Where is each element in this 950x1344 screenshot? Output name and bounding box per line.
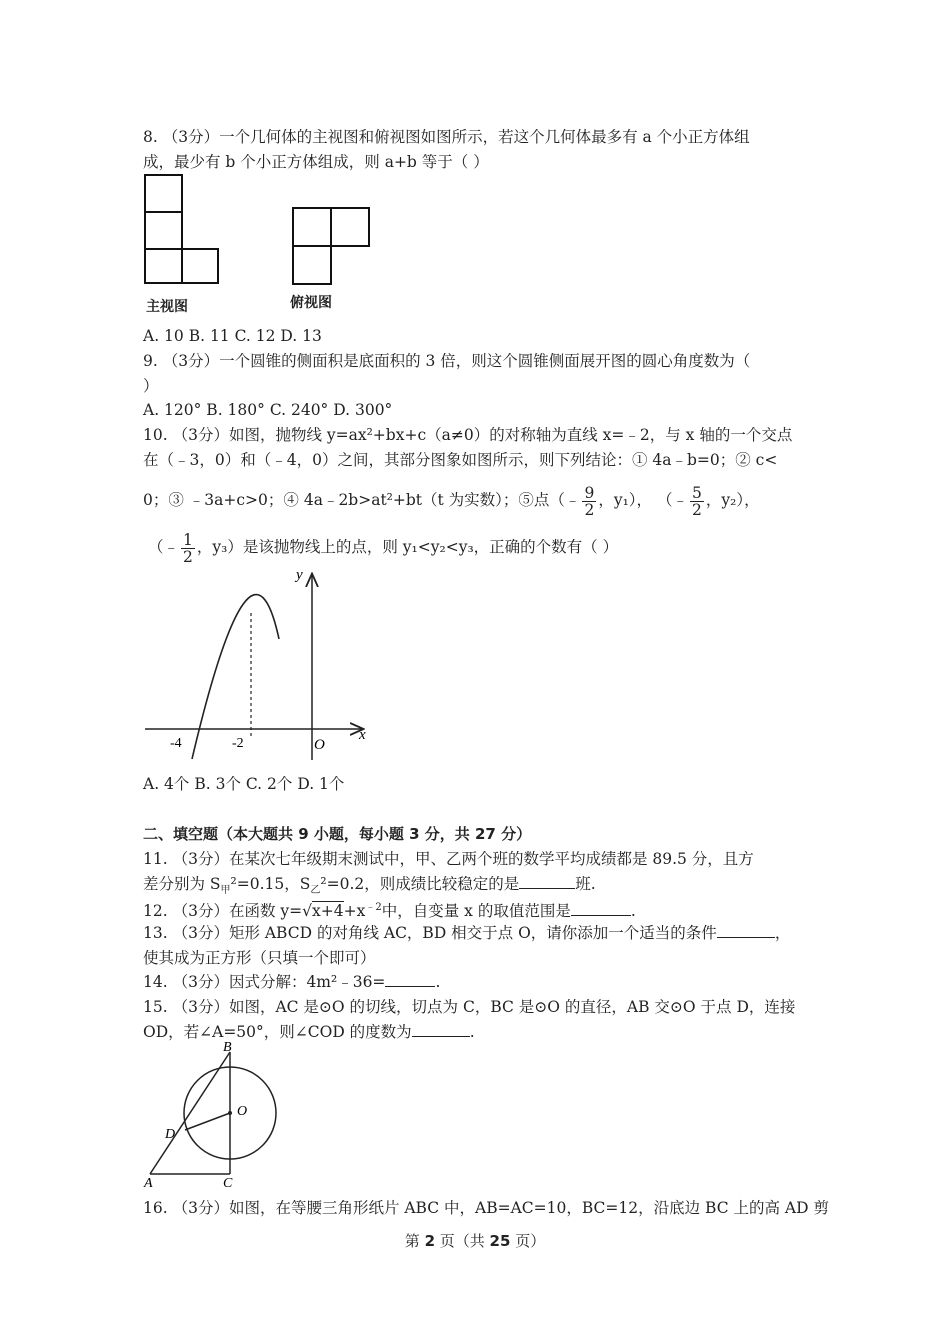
fraction-numerator: 9 [584, 483, 595, 502]
q16-line1: 16. （3分）如图，在等腰三角形纸片 ABC 中，AB=AC=10，BC=12，沿底边 BC 上的高 AD 剪 [143, 1199, 829, 1217]
q10-line3-part-a: 0；③ ﹣3a+c>0；④ 4a﹣2b>at²+bt（t 为实数）；⑤点（﹣ [143, 491, 581, 509]
q15-circle-figure [140, 1040, 290, 1190]
q8-options: A. 10 B. 11 C. 12 D. 13 [143, 327, 322, 345]
sqrt-sign-icon: √ [302, 902, 313, 921]
origin-label: O [314, 737, 325, 753]
q11-text-b: ²=0.15，S [230, 875, 311, 893]
q10-line3-part-c: ，y₂）， [705, 491, 760, 509]
fraction-denominator: 2 [691, 500, 702, 519]
q11-answer-blank[interactable] [519, 874, 575, 889]
q9-line1: 9. （3分）一个圆锥的侧面积是底面积的 3 倍，则这个圆锥侧面展开图的圆心角度数为（ [143, 352, 751, 370]
q13-line2: 使其成为正方形（只填一个即可） [143, 949, 376, 967]
footer-mid: 页（共 [435, 1232, 490, 1250]
label-c: C [223, 1176, 233, 1190]
q8-top-view-figure [288, 204, 374, 288]
q14-text-end: . [435, 973, 441, 991]
q10-line4-part-b: ，y₃）是该抛物线上的点，则 y₁<y₂<y₃，正确的个数有（ ） [196, 538, 619, 556]
q8-line1: 8. （3分）一个几何体的主视图和俯视图如图所示，若这个几何体最多有 a 个小正方体组 [143, 128, 750, 146]
footer-prefix: 第 [404, 1232, 425, 1250]
q15-text: OD，若∠A=50°，则∠COD 的度数为 [143, 1023, 412, 1041]
q8-top-caption: 俯视图 [290, 295, 332, 311]
q11-text-d: 班. [575, 875, 596, 893]
subscript-jia: 甲 [220, 885, 231, 897]
q12-answer-blank[interactable] [571, 901, 631, 916]
tick-label-minus-2: -2 [232, 736, 244, 751]
segment-ab [150, 1052, 230, 1174]
fraction-numerator: 1 [183, 530, 193, 549]
q14-text: 14. （3分）因式分解：4m²﹣36= [143, 973, 386, 991]
segment-od [185, 1113, 230, 1130]
footer-total-pages: 25 [489, 1232, 511, 1250]
q10-line3 [143, 480, 760, 520]
fraction-9-2 [582, 485, 596, 518]
center-point [228, 1111, 232, 1115]
fraction-denominator: 2 [183, 547, 193, 566]
subscript-yi: 乙 [310, 885, 321, 897]
q11-text-a: 差分别为 S [143, 875, 221, 893]
q13-text-end: ， [774, 924, 791, 942]
q12-text-d: . [630, 902, 636, 921]
q14-answer-blank[interactable] [385, 972, 435, 987]
q13-text: 13. （3分）矩形 ABCD 的对角线 AC，BD 相交于点 O，请你添加一个适当的条件 [143, 924, 717, 942]
q10-line2: 在（﹣3，0）和（﹣4，0）之间，其部分图象如图所示，则下列结论：① 4a﹣b=0；② c< [143, 451, 778, 469]
q10-line1: 10. （3分）如图，抛物线 y=ax²+bx+c（a≠0）的对称轴为直线 x=﹣2，与 x 轴的一个交点 [143, 426, 793, 444]
page-footer [0, 1230, 950, 1251]
q11-text-c: ²=0.2，则成绩比较稳定的是 [320, 875, 520, 893]
q9-options: A. 120° B. 180° C. 240° D. 300° [143, 401, 393, 419]
q13-answer-blank[interactable] [717, 923, 775, 938]
q11-line1: 11. （3分）在某次七年级期末测试中，甲、乙两个班的数学平均成绩都是 89.5 分，且方 [143, 850, 754, 868]
label-b: B [223, 1040, 232, 1055]
q12-radicand: x+4 [312, 902, 344, 921]
y-axis-label: y [296, 567, 303, 583]
q10-line3-part-b: ，y₁）， （﹣ [598, 491, 688, 509]
label-d: D [165, 1127, 176, 1142]
q10-parabola-graph [140, 565, 380, 765]
q10-line4-part-a: （﹣ [148, 538, 180, 556]
q8-front-caption: 主视图 [146, 299, 188, 315]
q14-line [143, 972, 440, 992]
label-a: A [144, 1176, 153, 1190]
x-axis-label: x [359, 727, 366, 743]
q9-line2: ） [143, 377, 159, 395]
q8-front-view-figure [140, 172, 225, 287]
fraction-numerator: 5 [691, 483, 702, 502]
q15-line1: 15. （3分）如图，AC 是⊙O 的切线，切点为 C，BC 是⊙O 的直径，AB 交⊙O 于点 D，连接 [143, 998, 796, 1016]
footer-page-number: 2 [424, 1232, 435, 1250]
section2-title: 二、填空题（本大题共 9 小题，每小题 3 分，共 27 分） [143, 825, 532, 843]
q15-answer-blank[interactable] [412, 1022, 470, 1037]
q15-line2 [143, 1022, 475, 1042]
q12-text-b: +x [343, 902, 366, 921]
q15-text-end: . [469, 1023, 475, 1041]
fraction-5-2 [690, 485, 704, 518]
q12-text-a: 12. （3分）在函数 y= [143, 902, 303, 921]
q10-options: A. 4个 B. 3个 C. 2个 D. 1个 [143, 775, 345, 793]
q13-line1 [143, 923, 790, 943]
parabola-curve [192, 595, 279, 759]
tick-label-minus-4: -4 [170, 736, 182, 751]
q12-exponent: ﹣2 [365, 902, 382, 913]
label-o: O [237, 1104, 248, 1119]
q12-text-c: 中，自变量 x 的取值范围是 [381, 902, 571, 921]
q10-line4 [148, 527, 618, 567]
q8-line2: 成，最少有 b 个小正方体组成，则 a+b 等于（ ） [143, 153, 489, 171]
fraction-denominator: 2 [584, 500, 595, 519]
fraction-1-2 [181, 532, 195, 565]
q12-line [143, 898, 636, 921]
footer-suffix: 页） [510, 1232, 546, 1250]
